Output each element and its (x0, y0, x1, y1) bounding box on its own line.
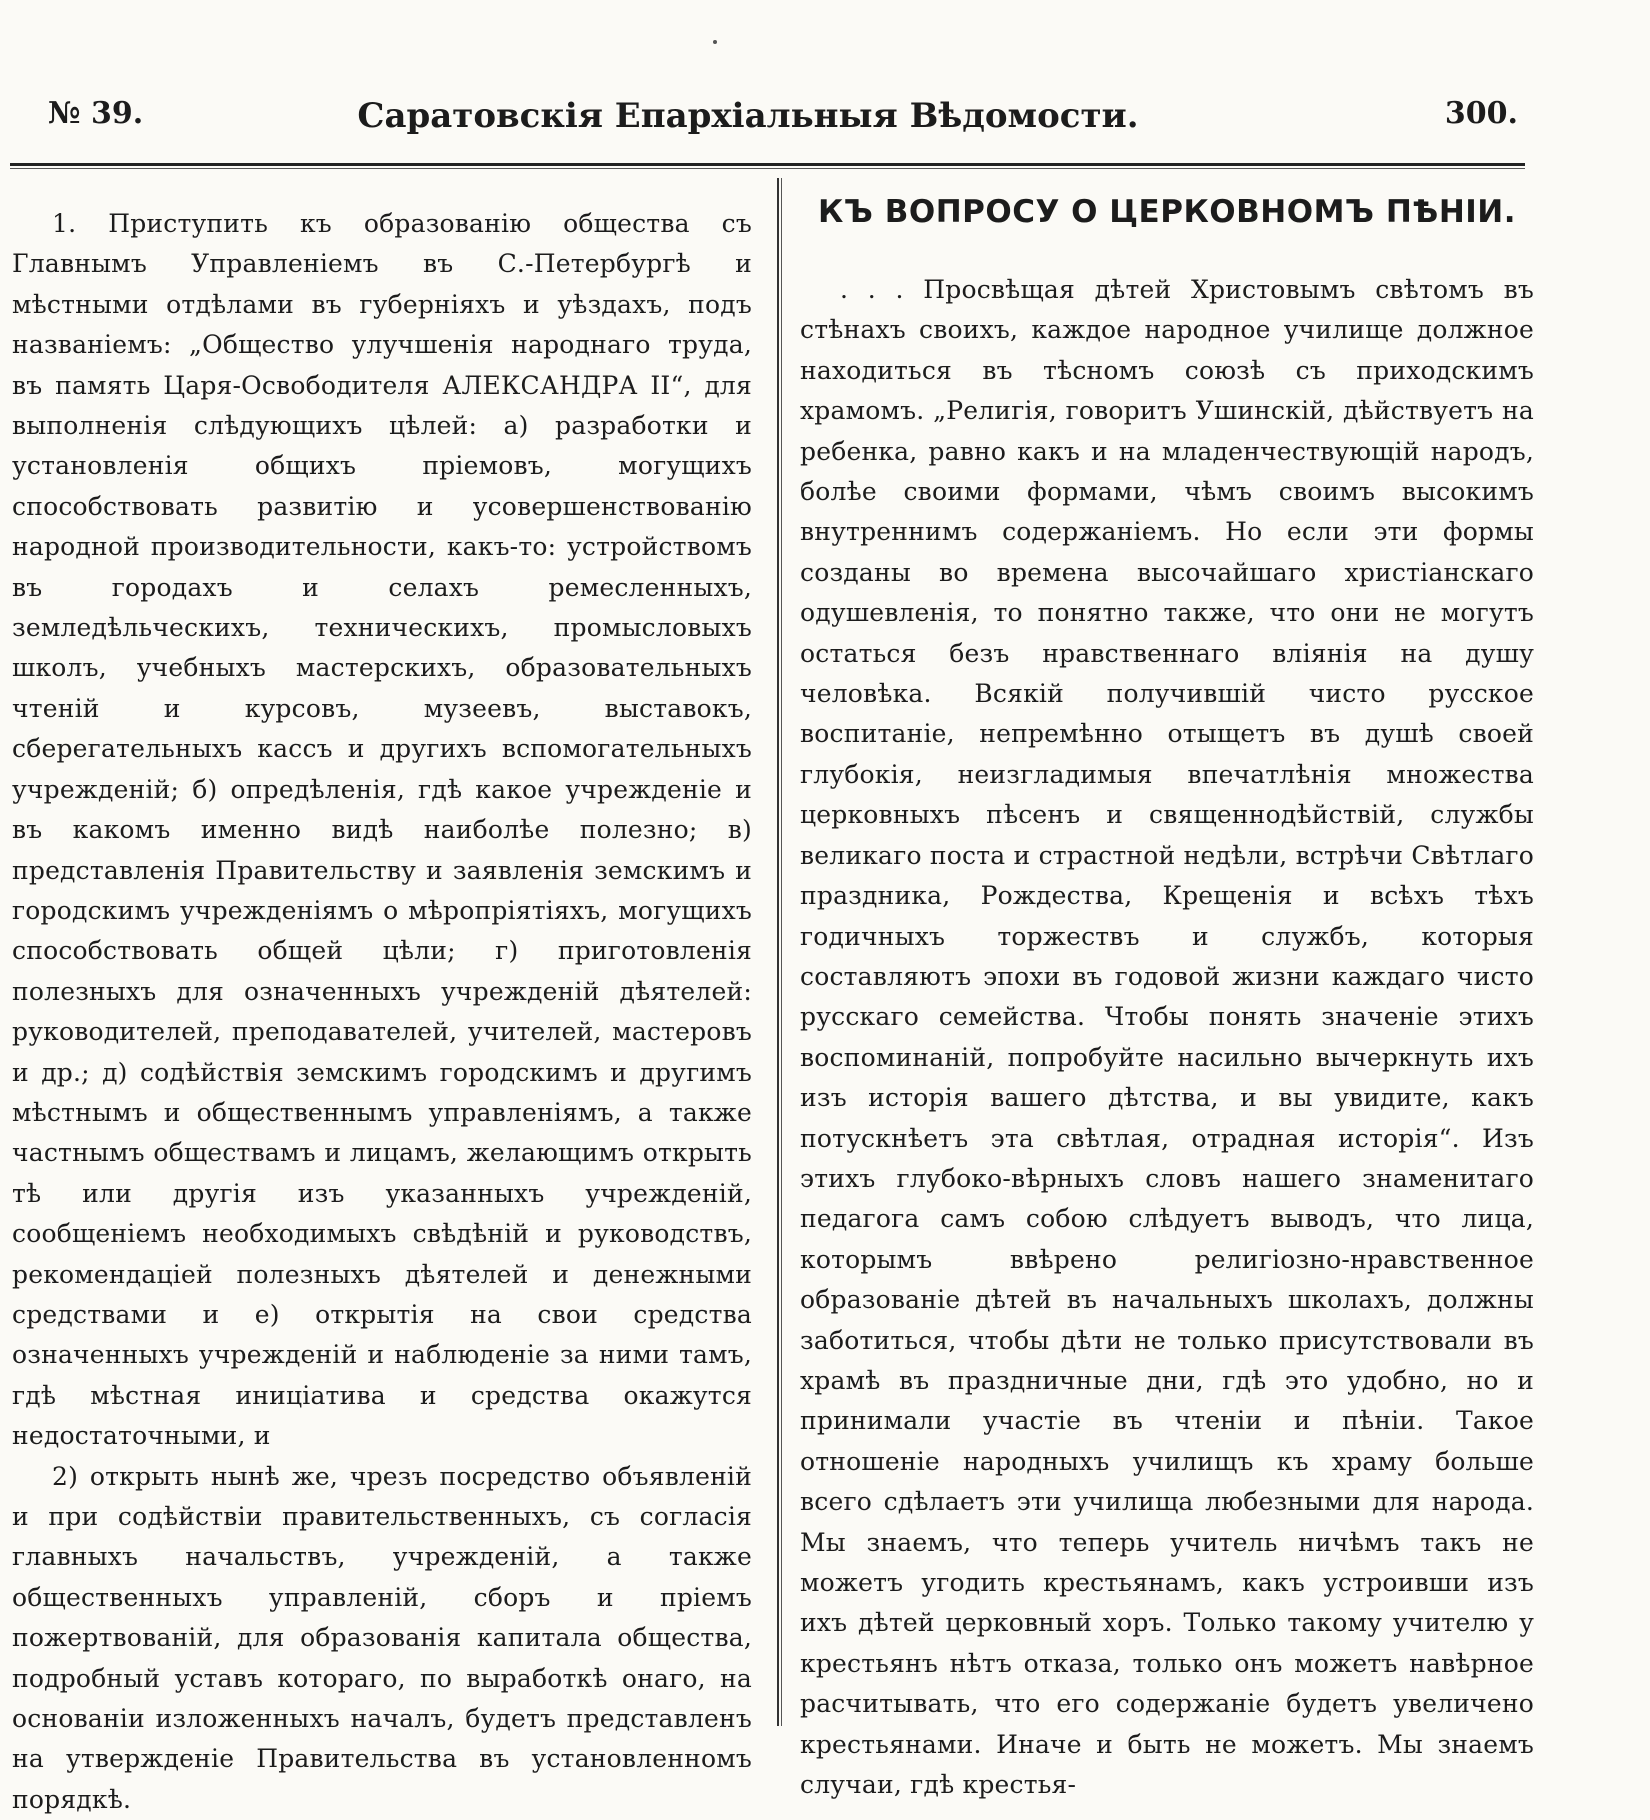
left-column (12, 204, 752, 1820)
left-paragraph-2: 2) открыть нынѣ же, чрезъ посредство объявленій и при содѣйствіи правительственныхъ, съ согласія главныхъ начальствъ, учрежденій, а также общественныхъ управленій, сборъ и пріемъ пожертвованій, для образованія капитала общества, подробный уставъ котораго, по выработкѣ онаго, на основаніи изложенныхъ началъ, будетъ представленъ на утвержденіе Правительства въ установленномъ порядкѣ. (12, 1461, 752, 1814)
page-number: 300. (1444, 96, 1518, 131)
page-header (48, 96, 1518, 144)
publication-title: Саратовскія Епархіальныя Вѣдомости. (357, 96, 1139, 136)
column-divider (777, 178, 779, 1726)
right-column (800, 270, 1534, 1805)
header-rule-thin (10, 168, 1525, 169)
left-paragraph-1: 1. Приступить къ образованію общества съ Главнымъ Управленіемъ въ С.-Петербургѣ и мѣстными отдѣлами въ губерніяхъ и уѣздахъ, подъ названіемъ: „Общество улучшенія народнаго труда, въ память Царя-Освободителя АЛЕКСАНДРА II“, для выполненія слѣдующихъ цѣлей: а) разработки и установленія общихъ пріемовъ, могущихъ способствовать развитію и усовершенствованію народной производительности, какъ-то: устройствомъ въ городахъ и селахъ ремесленныхъ, земледѣльческихъ, техническихъ, промысловыхъ школъ, учебныхъ мастерскихъ, образовательныхъ чтеній и курсовъ, музеевъ, выставокъ, сберегательныхъ кассъ и другихъ вспомогательныхъ учрежденій; б) опредѣленія, гдѣ какое учрежденіе и въ какомъ именно видѣ наиболѣе полезно; в) представленія Правительству и заявленія земскимъ и городскимъ учрежденіямъ о мѣропріятіяхъ, могущихъ способствовать общей цѣли; г) приготовленія полезныхъ для означенныхъ учрежденій дѣятелей: руководителей, преподавателей, учителей, мастеровъ и др.; д) содѣйствія земскимъ городскимъ и другимъ мѣстнымъ и общественнымъ управленіямъ, а также частнымъ обществамъ и лицамъ, желающимъ открыть тѣ или другія изъ указанныхъ учрежденій, сообщеніемъ необходимыхъ свѣдѣній и руководствъ, рекомендаціей полезныхъ дѣятелей и денежными средствами и е) открытія на свои средства означенныхъ учрежденій и наблюденіе за ними тамъ, гдѣ мѣстная иниціатива и средства окажутся недостаточными, и (12, 209, 752, 1451)
column-divider-thin (781, 178, 782, 1726)
header-rule (10, 163, 1525, 166)
issue-number: № 39. (48, 96, 144, 131)
print-speck (713, 40, 717, 44)
article-heading: КЪ ВОПРОСУ О ЦЕРКОВНОМЪ ПѢНІИ. (817, 194, 1517, 230)
right-paragraph-1: . . . Просвѣщая дѣтей Христовымъ свѣтомъ въ стѣнахъ своихъ, каждое народное училище должное находиться въ тѣсномъ союзѣ съ приходскимъ храмомъ. „Религія, говоритъ Ушинскій, дѣйствуетъ на ребенка, равно какъ и на младенчествующій народъ, болѣе своими формами, чѣмъ своимъ высокимъ внутреннимъ содержаніемъ. Но если эти формы созданы во времена высочайшаго христіанскаго одушевленія, то понятно также, что они не могутъ остаться безъ нравственнаго вліянія на душу человѣка. Всякій получившій чисто русское воспитаніе, непремѣнно отыщетъ въ душѣ своей глубокія, неизгладимыя впечатлѣнія множества церковныхъ пѣсенъ и священнодѣйствій, службы великаго поста и страстной недѣли, встрѣчи Свѣтлаго праздника, Рождества, Крещенія и всѣхъ тѣхъ годичныхъ торжествъ и службъ, которыя составляютъ эпохи въ годовой жизни каждаго чисто русскаго семейства. Чтобы понять значеніе этихъ воспоминаній, попробуйте насильно вычеркнуть ихъ изъ исторія вашего дѣтства, и вы увидите, какъ потускнѣетъ эта свѣтлая, отрадная исторія“. Изъ этихъ глубоко-вѣрныхъ словъ нашего знаменитаго педагога самъ собою слѣдуетъ выводъ, что лица, которымъ ввѣрено религіозно-нравственное образованіе дѣтей въ начальныхъ школахъ, должны заботиться, чтобы дѣти не только присутствовали въ храмѣ въ праздничные дни, гдѣ это удобно, но и принимали участіе въ чтеніи и пѣніи. Такое отношеніе народныхъ училищъ къ храму больше всего сдѣлаетъ эти училища любезными для народа. Мы знаемъ, что теперь учитель ничѣмъ такъ не можетъ угодить крестьянамъ, какъ устроивши изъ ихъ дѣтей церковный хоръ. Только такому учителю у крестьянъ нѣтъ отказа, только онъ можетъ навѣрное расчитывать, что его содержаніе будетъ увеличено крестьянами. Иначе и быть не можетъ. Мы знаемъ случаи, гдѣ крестья- (800, 275, 1534, 1800)
